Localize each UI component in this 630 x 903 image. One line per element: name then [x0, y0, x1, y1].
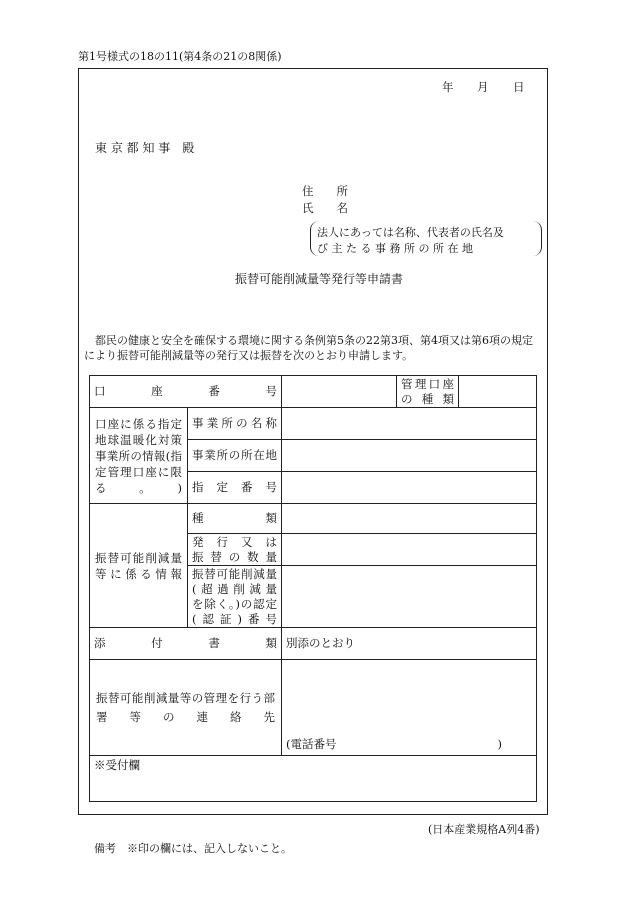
- contact-field[interactable]: [282, 660, 537, 756]
- certification-number-field[interactable]: [282, 566, 537, 628]
- date-month: 月: [477, 80, 489, 94]
- application-table: [89, 375, 537, 802]
- attachment-label: 添 付 書 類: [90, 628, 282, 660]
- attachment-value: 別添のとおり: [282, 628, 537, 660]
- kind-label: 種類: [188, 504, 282, 534]
- account-type-label: 管理口座 の 種 類: [397, 376, 459, 408]
- form-number: 第1号様式の18の11(第4条の21の8関係): [78, 50, 282, 63]
- certification-number-label: 振替可能削減量 (超過削減量 を除く。)の認定 (認証)番号: [188, 566, 282, 628]
- facility-name-label: 事業所の名称: [188, 408, 282, 440]
- addressee: 東 京 都 知 事 殿: [95, 141, 195, 155]
- reception-field: [90, 756, 537, 802]
- remarks: 備考 ※印の欄には、記入しないこと。: [94, 842, 292, 855]
- body-line2: により振替可能削減量等の発行又は振替を次のとおり申請します。: [84, 349, 414, 362]
- facility-location-label: 事業所の所在地: [188, 440, 282, 472]
- kind-field[interactable]: [282, 504, 537, 534]
- account-number-label: 口 座 番 号: [90, 376, 282, 408]
- transfer-info-label: 振替可能削減量等に係る情報: [90, 504, 188, 628]
- facility-name-field[interactable]: [282, 408, 537, 440]
- corporate-note-line2: び 主 た る 事 務 所 の 所 在 地: [317, 242, 473, 255]
- designation-number-field[interactable]: [282, 472, 537, 504]
- corporate-note-line1: 法人にあっては名称、代表者の氏名及: [317, 226, 504, 239]
- reception-label: ※受付欄: [94, 758, 140, 772]
- date-year: 年: [442, 80, 454, 94]
- body-line1: 都民の健康と安全を確保する環境に関する条例第5条の22第3項、第4項又は第6項の規定: [95, 334, 533, 347]
- contact-label: 振替可能削減量等の管理を行う部署等の連絡先: [90, 660, 282, 756]
- phone-close: ): [497, 737, 502, 751]
- document-title: 振替可能削減量等発行等申請書: [235, 272, 404, 286]
- facility-info-label: 口座に係る指定地球温暖化対策事業所の情報(指定管理口座に限る。): [90, 408, 188, 504]
- designation-number-label: 指定番号: [188, 472, 282, 504]
- account-number-field[interactable]: [282, 376, 397, 408]
- facility-location-field[interactable]: [282, 440, 537, 472]
- date-day: 日: [513, 80, 525, 94]
- paper-standard: (日本産業規格A列4番): [428, 823, 540, 836]
- phone-open: (電話番号: [286, 737, 337, 751]
- name-label: 氏 名: [302, 201, 348, 215]
- quantity-field[interactable]: [282, 534, 537, 566]
- address-label: 住 所: [302, 184, 348, 198]
- account-type-field[interactable]: [459, 376, 537, 408]
- quantity-label: 発行又は 振替の数量: [188, 534, 282, 566]
